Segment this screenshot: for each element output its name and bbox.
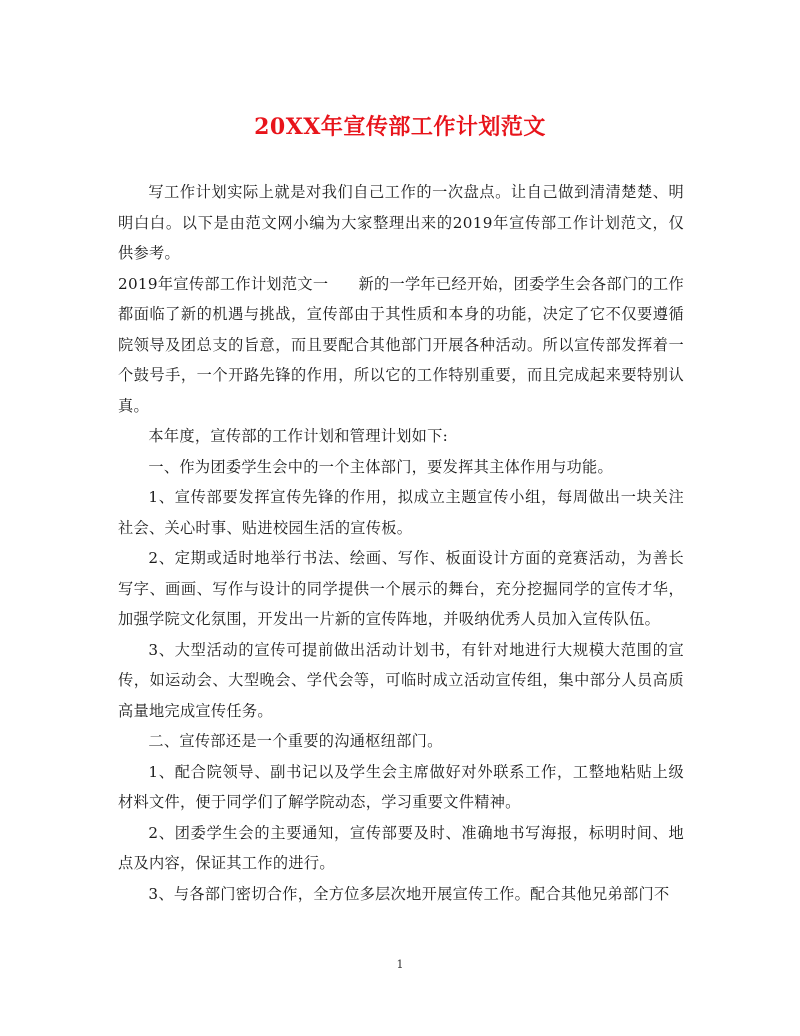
paragraph-heading-1: 一、作为团委学生会中的一个主体部门，要发挥其主体作用与功能。 bbox=[148, 457, 614, 476]
document-body bbox=[118, 177, 684, 909]
paragraph-item-1-2: 2、定期或适时地举行书法、绘画、写作、板面设计方面的竞赛活动，为善长写字、画画、写作与设计的同学提供一个展示的舞台，充分挖掘同学的宣传才华，加强学院文化氛围，开发出一片新的宣传阵地，并吸纳优秀人员加入宣传队伍。 bbox=[118, 549, 684, 628]
paragraph-item-2-2: 2、团委学生会的主要通知，宣传部要及时、准确地书写海报，标明时间、地点及内容，保证其工作的进行。 bbox=[118, 823, 684, 872]
paragraph-item-1-3: 3、大型活动的宣传可提前做出活动计划书，有针对地进行大规模大范围的宣传，如运动会、大型晚会、学代会等，可临时成立活动宣传组，集中部分人员高质高量地完成宣传任务。 bbox=[118, 640, 684, 720]
document-title: 20XX年宣传部工作计划范文 bbox=[254, 114, 546, 140]
paragraph-plan-intro: 本年度，宣传部的工作计划和管理计划如下: bbox=[148, 427, 449, 445]
paragraph-heading-2: 二、宣传部还是一个重要的沟通枢纽部门。 bbox=[148, 732, 443, 750]
intro-paragraph: 写工作计划实际上就是对我们自己工作的一次盘点。让自己做到清清楚楚、明明白白。以下是由范文网小编为大家整理出来的2019年宣传部工作计划范文，仅供参考。 bbox=[118, 183, 684, 262]
section-text: 新的一学年已经开始，团委学生会各部门的工作都面临了新的机遇与挑战，宣传部由于其性质和本身的功能，决定了它不仅要遵循院领导及团总支的旨意，而且要配合其他部门开展各种活动。所以宣传部发挥着一个鼓号手，一个开路先锋的作用，所以它的工作特别重要，而且完成起来要特别认真。 bbox=[118, 274, 684, 415]
section-paragraph bbox=[118, 269, 684, 422]
paragraph-item-2-1: 1、配合院领导、副书记以及学生会主席做好对外联系工作，工整地粘贴上级材料文件，便于同学们了解学院动态，学习重要文件精神。 bbox=[118, 762, 684, 811]
paragraph-item-1-1: 1、宣传部要发挥宣传先锋的作用，拟成立主题宣传小组，每周做出一块关注社会、关心时事、贴进校园生活的宣传板。 bbox=[118, 488, 684, 537]
section-heading: 2019年宣传部工作计划范文一 bbox=[118, 274, 329, 293]
paragraph-item-2-3: 3、与各部门密切合作，全方位多层次地开展宣传工作。配合其他兄弟部门不 bbox=[148, 884, 670, 903]
page-number: 1 bbox=[396, 958, 404, 971]
